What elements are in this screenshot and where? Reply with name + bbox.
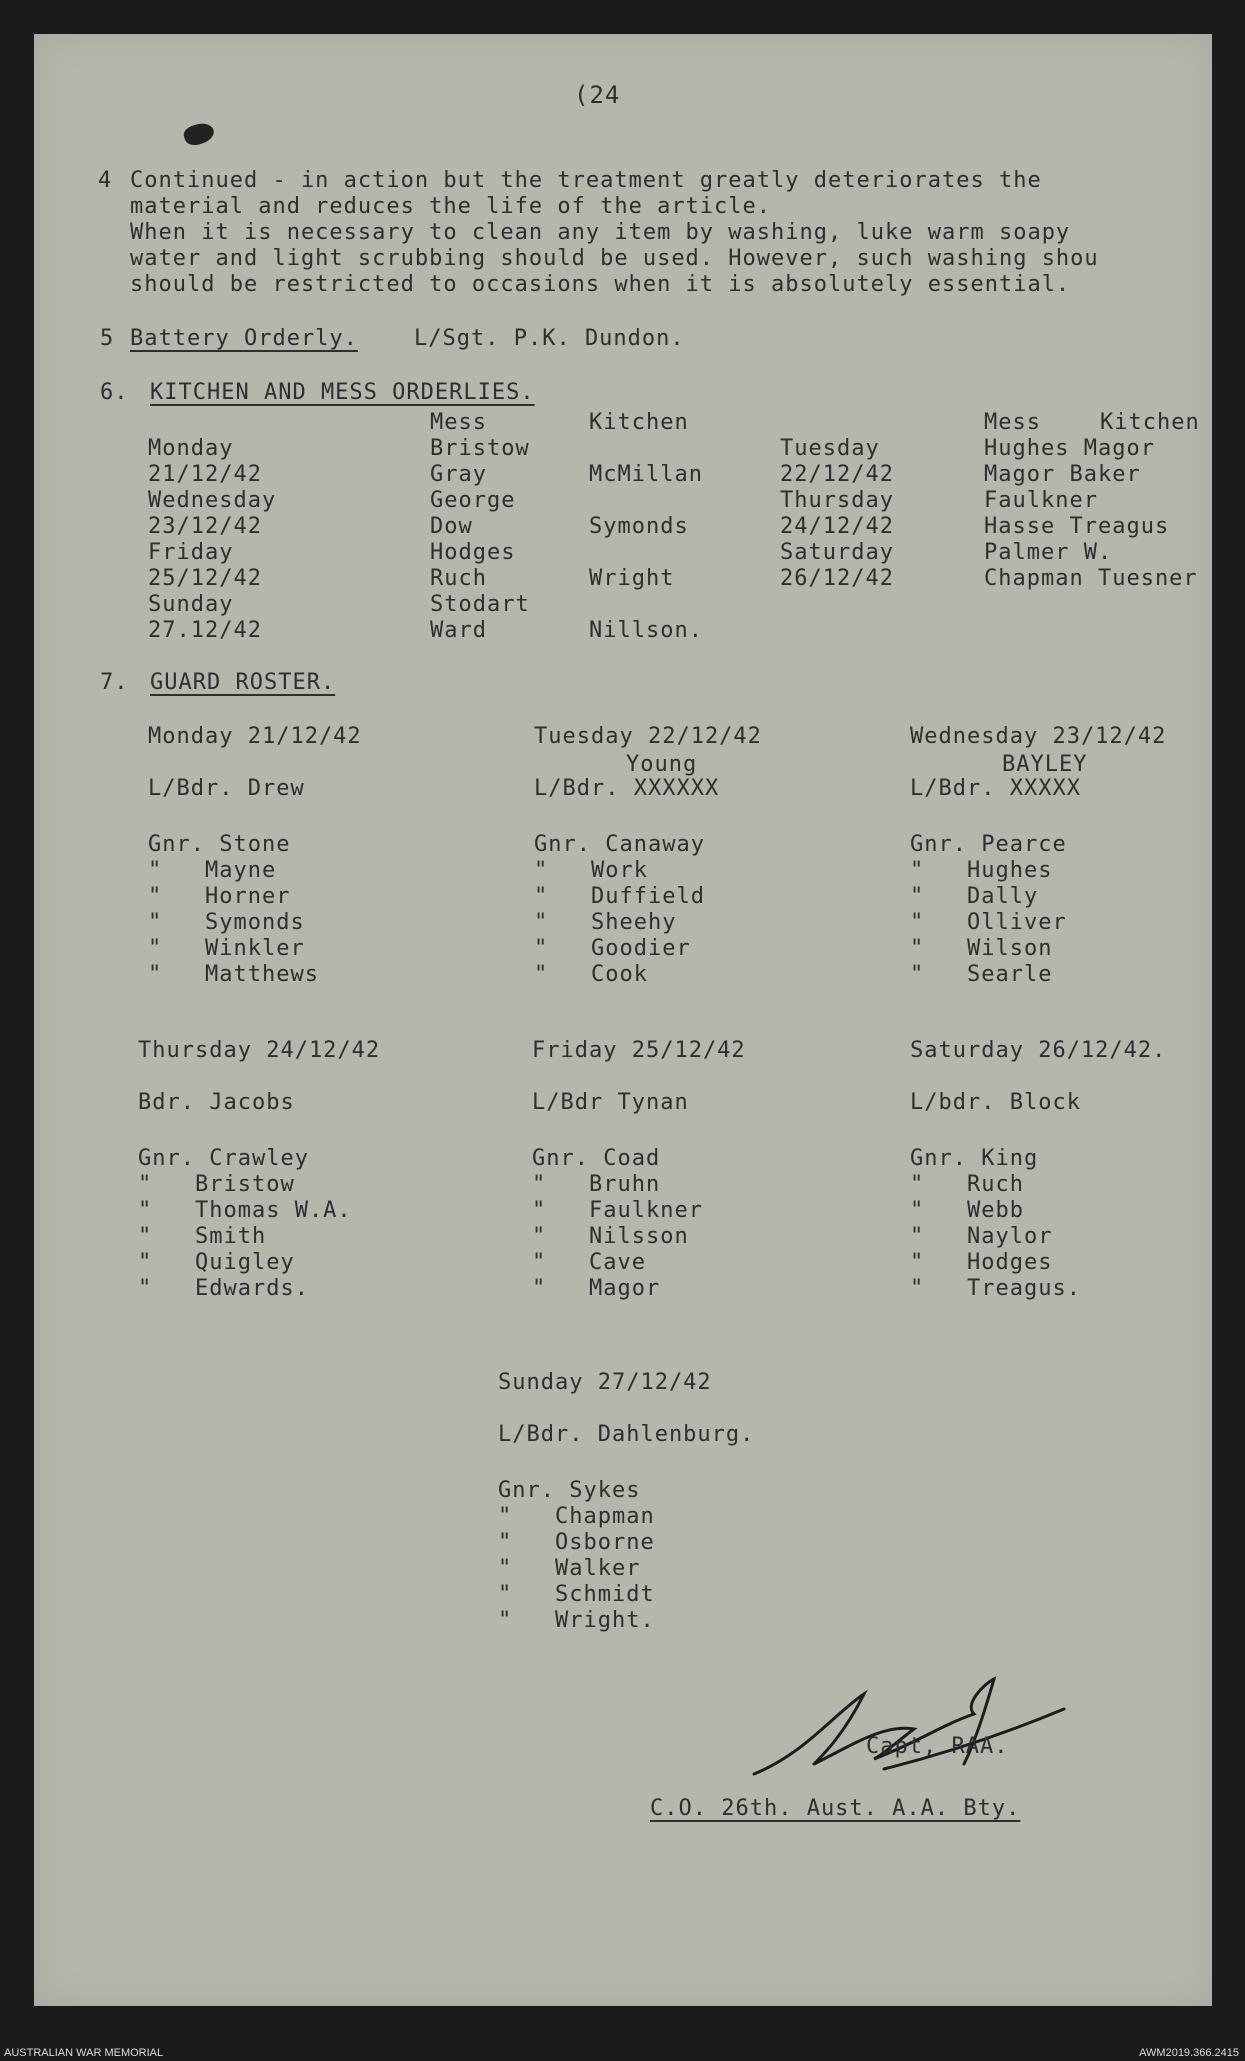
page-number: (24	[574, 81, 621, 109]
roster-gunner: Gnr. Crawley	[138, 1146, 309, 1171]
day-label: Tuesday	[780, 436, 880, 461]
roster-nco: L/Bdr Tynan	[532, 1090, 689, 1115]
roster-gunner: " Matthews	[148, 962, 319, 987]
ink-blot	[181, 119, 216, 148]
roster-gunner: Gnr. Pearce	[910, 832, 1067, 857]
mess-kitchen-names: Chapman Tuesner	[984, 566, 1198, 591]
roster-day: Monday 21/12/42	[148, 724, 362, 749]
day-label: 23/12/42	[148, 514, 262, 539]
day-label: 22/12/42	[780, 462, 894, 487]
roster-gunner: " Dally	[910, 884, 1039, 909]
para4-number: 4	[98, 168, 113, 193]
para5-text: L/Sgt. P.K. Dundon.	[414, 326, 685, 351]
day-label: Monday	[148, 436, 234, 461]
roster-gunner: " Hodges	[910, 1250, 1053, 1275]
para4-line: should be restricted to occasions when it is absolutely essential.	[130, 272, 1071, 297]
day-label: 27.12/42	[148, 618, 262, 643]
footer-left: AUSTRALIAN WAR MEMORIAL	[4, 2047, 164, 2059]
para5-number: 5	[100, 326, 115, 351]
day-label: 25/12/42	[148, 566, 262, 591]
para4-line: When it is necessary to clean any item by washing, luke warm soapy	[130, 220, 1071, 245]
day-label: Friday	[148, 540, 234, 565]
roster-gunner: " Chapman	[498, 1504, 655, 1529]
kitchen-name: Wright	[589, 566, 675, 591]
para5-heading: Battery Orderly.	[130, 326, 358, 351]
kitchen-name: Nillson.	[589, 618, 703, 643]
roster-nco: L/Bdr. Drew	[148, 776, 305, 801]
roster-gunner: " Schmidt	[498, 1582, 655, 1607]
roster-gunner: " Naylor	[910, 1224, 1053, 1249]
roster-nco: L/Bdr. Dahlenburg.	[498, 1422, 755, 1447]
footer-right: AWM2019.366.2415	[1139, 2047, 1239, 2059]
day-label: Thursday	[780, 488, 894, 513]
roster-gunner: " Quigley	[138, 1250, 295, 1275]
day-label: Sunday	[148, 592, 234, 617]
roster-gunner: " Duffield	[534, 884, 705, 909]
roster-gunner: " Bristow	[138, 1172, 295, 1197]
roster-gunner: " Sheehy	[534, 910, 677, 935]
roster-gunner: " Work	[534, 858, 648, 883]
roster-gunner: " Bruhn	[532, 1172, 661, 1197]
mess-name: Ruch	[430, 566, 487, 591]
roster-gunner: " Winkler	[148, 936, 305, 961]
mess-kitchen-names: Hasse Treagus	[984, 514, 1170, 539]
mess-name: Ward	[430, 618, 487, 643]
roster-gunner: " Cook	[534, 962, 648, 987]
para7-heading: GUARD ROSTER.	[150, 670, 336, 695]
roster-gunner: " Mayne	[148, 858, 277, 883]
roster-gunner: " Edwards.	[138, 1276, 309, 1301]
day-label: 21/12/42	[148, 462, 262, 487]
roster-nco: Bdr. Jacobs	[138, 1090, 295, 1115]
mess-name: Hodges	[430, 540, 516, 565]
col-kitchen: Kitchen	[589, 410, 689, 435]
day-label: 24/12/42	[780, 514, 894, 539]
col-kitchen: Kitchen	[1100, 410, 1200, 435]
roster-gunner: " Horner	[148, 884, 291, 909]
document-page	[34, 34, 1212, 2006]
para4-line: material and reduces the life of the article.	[130, 194, 772, 219]
roster-gunner: " Cave	[532, 1250, 646, 1275]
roster-nco: L/Bdr. XXXXX	[910, 776, 1081, 801]
mess-name: Bristow	[430, 436, 530, 461]
mess-kitchen-names: Faulkner	[984, 488, 1098, 513]
roster-day: Friday 25/12/42	[532, 1038, 746, 1063]
roster-gunner: " Treagus.	[910, 1276, 1081, 1301]
roster-gunner: " Symonds	[148, 910, 305, 935]
para6-heading: KITCHEN AND MESS ORDERLIES.	[150, 380, 535, 405]
roster-gunner: " Wilson	[910, 936, 1053, 961]
para7-number: 7.	[100, 670, 129, 695]
roster-nco: L/Bdr. XXXXXX	[534, 776, 720, 801]
roster-gunner: Gnr. Canaway	[534, 832, 705, 857]
mess-name: Dow	[430, 514, 473, 539]
mess-kitchen-names: Hughes Magor	[984, 436, 1155, 461]
kitchen-name: Symonds	[589, 514, 689, 539]
roster-gunner: Gnr. King	[910, 1146, 1039, 1171]
roster-gunner: Gnr. Sykes	[498, 1478, 641, 1503]
roster-nco-correction: Young	[626, 752, 698, 777]
roster-day: Saturday 26/12/42.	[910, 1038, 1167, 1063]
roster-day: Tuesday 22/12/42	[534, 724, 762, 749]
signature-rank: Capt, RAA.	[866, 1734, 1009, 1759]
roster-gunner: " Magor	[532, 1276, 661, 1301]
roster-gunner: " Wright.	[498, 1608, 655, 1633]
roster-gunner: " Thomas W.A.	[138, 1198, 352, 1223]
roster-gunner: " Walker	[498, 1556, 641, 1581]
roster-day: Sunday 27/12/42	[498, 1370, 712, 1395]
roster-gunner: " Ruch	[910, 1172, 1024, 1197]
roster-day: Wednesday 23/12/42	[910, 724, 1167, 749]
day-label: Saturday	[780, 540, 894, 565]
roster-gunner: " Nilsson	[532, 1224, 689, 1249]
roster-gunner: " Olliver	[910, 910, 1067, 935]
roster-gunner: " Faulkner	[532, 1198, 703, 1223]
day-label: Wednesday	[148, 488, 277, 513]
mess-name: Gray	[430, 462, 487, 487]
roster-nco-correction: BAYLEY	[1002, 752, 1088, 777]
roster-gunner: " Osborne	[498, 1530, 655, 1555]
mess-kitchen-names: Palmer W.	[984, 540, 1113, 565]
para4-line: water and light scrubbing should be used. However, such washing shou	[130, 246, 1099, 271]
mess-kitchen-names: Magor Baker	[984, 462, 1141, 487]
para4-line: Continued - in action but the treatment greatly deteriorates the	[130, 168, 1042, 193]
col-mess: Mess	[430, 410, 487, 435]
col-mess: Mess	[984, 410, 1041, 435]
para6-number: 6.	[100, 380, 129, 405]
roster-gunner: " Webb	[910, 1198, 1024, 1223]
mess-name: George	[430, 488, 516, 513]
roster-gunner: " Searle	[910, 962, 1053, 987]
handwritten-signature	[744, 1674, 1074, 1784]
mess-name: Stodart	[430, 592, 530, 617]
roster-gunner: " Smith	[138, 1224, 267, 1249]
roster-nco: L/bdr. Block	[910, 1090, 1081, 1115]
roster-gunner: " Goodier	[534, 936, 691, 961]
day-label: 26/12/42	[780, 566, 894, 591]
roster-gunner: Gnr. Coad	[532, 1146, 661, 1171]
signature-unit: C.O. 26th. Aust. A.A. Bty.	[650, 1796, 1021, 1821]
roster-day: Thursday 24/12/42	[138, 1038, 381, 1063]
roster-gunner: " Hughes	[910, 858, 1053, 883]
kitchen-name: McMillan	[589, 462, 703, 487]
roster-gunner: Gnr. Stone	[148, 832, 291, 857]
